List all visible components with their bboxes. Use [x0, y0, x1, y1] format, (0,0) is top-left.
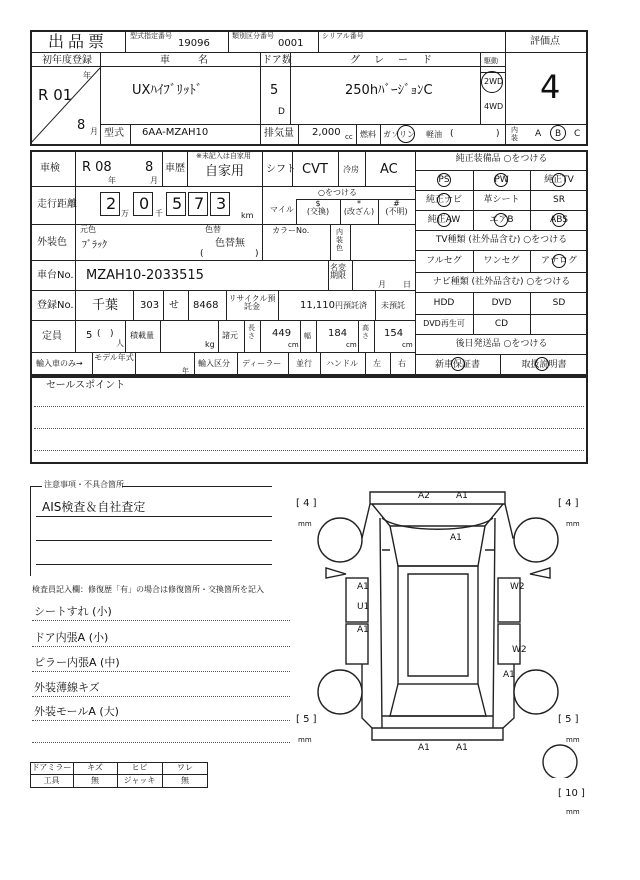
- length-label: 長さ: [248, 324, 255, 340]
- recycle-label: リサイクル預託金: [228, 294, 276, 311]
- recycle-paid[interactable]: 円預託済: [335, 301, 367, 310]
- shift-value: CVT: [302, 162, 328, 177]
- first-reg-month: 8: [77, 118, 86, 133]
- equip-pw-circle: [494, 173, 508, 187]
- year-unit: 年: [83, 71, 91, 80]
- tread-fr-value: 4: [565, 498, 572, 509]
- missing-jack-label: ジャッキ: [123, 776, 156, 785]
- import-label: 輸入車のみ→: [36, 359, 83, 368]
- equip-ps-circle: [437, 173, 451, 187]
- door-type: D: [278, 107, 285, 117]
- dims-label: 諸元: [222, 331, 238, 340]
- navi-hdd[interactable]: HDD: [433, 298, 455, 308]
- type-no-label: 型式指定番号: [130, 32, 172, 40]
- fuel-gasoline[interactable]: ガソリン: [383, 130, 415, 139]
- model-label: 型式: [104, 128, 124, 139]
- load-label: 積載量: [130, 331, 154, 340]
- capacity-unit: 人: [116, 339, 124, 348]
- tread-spare-value: 10: [565, 788, 578, 799]
- equip-sr[interactable]: SR: [553, 195, 565, 205]
- drive-label: 駆動: [484, 57, 498, 65]
- chassis-label: 車台No.: [37, 270, 74, 281]
- mileage-man: 万: [121, 209, 129, 218]
- tread-rr-mm: mm: [566, 736, 580, 744]
- doc-manual[interactable]: 取扱説明書: [521, 360, 567, 370]
- missing-jack-value: 無: [181, 776, 189, 785]
- shift-label: シフト: [266, 164, 296, 175]
- type-no: 19096: [178, 38, 210, 49]
- handle-left[interactable]: 左: [373, 359, 381, 368]
- equip-airbag-circle: [494, 213, 508, 227]
- inspection-month-unit: 月: [150, 176, 158, 185]
- inspector-note-1: シートすれ (小): [34, 605, 112, 618]
- grade-label: [350, 55, 446, 67]
- name-label: [160, 55, 236, 67]
- inspection-value: R 08: [82, 160, 112, 175]
- tread-front-right: [ 4 ]: [558, 498, 579, 509]
- displacement-value: 2,000: [312, 127, 341, 138]
- equip-genuine-navi[interactable]: 純正ナビ: [425, 195, 462, 205]
- equip-pw[interactable]: PW: [494, 175, 509, 185]
- inspector-header: 検査員記入欄：修復歴「有」の場合は修復箇所・交換箇所を記入: [32, 585, 264, 594]
- car-name: UXﾊｲﾌﾞﾘｯﾄﾞ: [132, 83, 203, 98]
- use-label: 車歴: [165, 163, 185, 174]
- navi-sd[interactable]: SD: [552, 298, 566, 308]
- tread-fl-mm: mm: [298, 520, 312, 528]
- fuel-diesel[interactable]: 軽油: [426, 130, 442, 139]
- equip-genuine-aw[interactable]: 純正AW: [427, 215, 461, 225]
- handle-right[interactable]: 右: [398, 359, 406, 368]
- ac-value: AC: [380, 162, 398, 177]
- mark-hood-a1: A1: [450, 533, 462, 543]
- navi-cd[interactable]: CD: [494, 319, 509, 329]
- tread-rr-value: 5: [565, 714, 572, 725]
- fuel-label: 燃料: [360, 130, 376, 139]
- displacement-unit: cc: [345, 133, 353, 141]
- color-change-label: 色替: [205, 225, 221, 234]
- mileage-digit-3: 5: [166, 192, 186, 216]
- mileage-label: 走行距離: [37, 199, 77, 210]
- recycle-unpaid[interactable]: 未預託: [381, 301, 405, 310]
- doors-label: ドア数: [262, 55, 292, 66]
- interior-b-circle: [550, 125, 566, 141]
- equip-airbag[interactable]: エアB: [489, 215, 514, 225]
- tv-type-title: TV種類 (社外品含む) ○をつける: [435, 235, 568, 245]
- length-unit: cm: [288, 341, 299, 349]
- equip-genuine-tv[interactable]: 純正TV: [544, 175, 574, 185]
- import-parallel[interactable]: 並行: [296, 359, 312, 368]
- interior-color-label: 内装色: [336, 228, 343, 252]
- tread-spare-mm: mm: [566, 808, 580, 816]
- length-value: 449: [272, 328, 292, 339]
- mark-rear-bumper-a1-right: A1: [456, 743, 468, 753]
- mark-left-rear-door-a1: A1: [357, 625, 369, 635]
- width-value: 184: [328, 328, 348, 339]
- plate-label: 登録No.: [37, 300, 74, 311]
- class-no-label: 類別区分番号: [232, 32, 274, 40]
- handle-label: ハンドル: [326, 359, 358, 368]
- missing-door-mirror: ドアミラー: [31, 763, 72, 772]
- name-label-text: 車名: [160, 55, 236, 66]
- inspector-note-2: ドア内張A (小): [34, 631, 109, 644]
- mark-left-pillar-u1: U1: [357, 602, 370, 612]
- missing-break: ワレ: [177, 763, 193, 772]
- tread-rear-right: [ 5 ]: [558, 714, 579, 725]
- chassis-value: MZAH10-2033515: [86, 268, 204, 283]
- mileage-sen: 千: [155, 209, 163, 218]
- mark-rear-bumper-a1-left: A1: [418, 743, 430, 753]
- mileage-digit-4: 7: [188, 192, 208, 216]
- capacity-paren: (: [97, 329, 101, 339]
- first-reg-year: R 01: [38, 86, 73, 104]
- drive-2wd[interactable]: 2WD: [484, 77, 504, 86]
- width-unit: cm: [346, 341, 357, 349]
- inspection-year-unit: 年: [108, 176, 116, 185]
- tv-analog-circle: [552, 254, 566, 268]
- mark-front-bumper-a2: A2: [418, 491, 430, 501]
- title-exp-label: 名変期限: [330, 263, 346, 280]
- mark-right-rear-door-w2: W2: [512, 645, 527, 655]
- title-exp-day: 日: [403, 280, 411, 289]
- factory-equip-title: 純正装備品 ○をつける: [455, 154, 548, 164]
- mileage-km: km: [241, 211, 254, 220]
- tread-fl-value: 4: [303, 498, 310, 509]
- mileage-check-note: ○をつける: [318, 188, 357, 197]
- inspector-note-3: ピラー内張A (中): [34, 656, 120, 669]
- model-year-unit: 年: [182, 367, 189, 375]
- interior-a[interactable]: A: [535, 129, 542, 139]
- doc-warranty-circle: [451, 357, 465, 371]
- doc-warranty[interactable]: 新車保証書: [434, 360, 480, 370]
- missing-tools-label: 工具: [43, 776, 60, 785]
- tread-spare: [ 10 ]: [558, 788, 585, 799]
- tread-rl-mm: mm: [298, 736, 312, 744]
- use-value: 自家用: [205, 164, 245, 179]
- doc-manual-circle: [535, 357, 549, 371]
- plate-number: 8468: [193, 300, 219, 311]
- plate-area: 千葉: [92, 298, 119, 313]
- mark-left-front-door-a1: A1: [357, 582, 369, 592]
- displacement-label: 排気量: [264, 128, 294, 139]
- color-label: 外装色: [37, 237, 67, 248]
- serial-label: シリアル番号: [322, 32, 364, 40]
- plate-class: 303: [140, 300, 160, 311]
- orig-color-label: 元色: [80, 225, 96, 234]
- grade-label-text: グレード: [350, 55, 446, 66]
- capacity-value: 5: [86, 330, 93, 341]
- inspector-note-5: 外装モールA (大): [34, 705, 119, 718]
- capacity-paren-close: ): [110, 329, 114, 339]
- color-paren: (: [200, 249, 204, 259]
- equip-ps[interactable]: PS: [438, 175, 450, 185]
- mark-front-bumper-a1: A1: [456, 491, 468, 501]
- width-label: 幅: [304, 332, 311, 340]
- inspector-note-4: 外装薄線キズ: [34, 681, 100, 694]
- date-diagonal: [30, 66, 100, 146]
- tread-rear-left: [ 5 ]: [296, 714, 317, 725]
- navi-type-title: ナビ種類 (社外品含む) ○をつける: [432, 277, 571, 287]
- equip-abs[interactable]: ABS: [550, 215, 568, 225]
- model-value: 6AA-MZAH10: [142, 127, 209, 138]
- mark-right-rear-fender-a1: A1: [503, 670, 515, 680]
- plate-kana: せ: [169, 300, 179, 311]
- interior-b[interactable]: B: [555, 129, 562, 139]
- equip-aw-circle: [437, 213, 451, 227]
- notes-line-1: AIS検査＆自社査定: [42, 500, 146, 514]
- tv-fullseg[interactable]: フルセグ: [426, 256, 462, 266]
- import-type-label: 輸入区分: [198, 359, 230, 368]
- missing-scratch: キズ: [87, 763, 103, 772]
- recycle-amount: 11,110: [300, 300, 335, 311]
- tv-oneseg[interactable]: ワンセグ: [483, 256, 520, 266]
- use-note: ※未記入は自家用: [196, 152, 251, 160]
- doors-value: 5: [270, 83, 279, 98]
- navi-dvd-play[interactable]: DVD再生可: [423, 319, 465, 328]
- mileage-digit-2: 0: [133, 192, 153, 216]
- title-exp-month: 月: [378, 280, 386, 289]
- first-reg-label: 初年度登録: [42, 55, 92, 66]
- height-unit: cm: [402, 341, 413, 349]
- import-dealer[interactable]: ディーラー: [242, 359, 282, 368]
- meter-unknown[interactable]: # (不明): [385, 199, 408, 216]
- mileage-digit-1: 2: [100, 192, 120, 216]
- mile-label: マイル: [270, 205, 294, 214]
- class-no: 0001: [278, 38, 304, 49]
- meter-exchange[interactable]: $ (交換): [306, 199, 330, 216]
- equip-navi-circle: [437, 193, 451, 207]
- missing-tools-value: 無: [91, 776, 99, 785]
- inspection-label: 車検: [40, 163, 60, 174]
- tread-front-left: [ 4 ]: [296, 498, 317, 509]
- fuel-paren-close: ): [496, 129, 500, 139]
- color-no-label: カラーNo.: [272, 226, 310, 235]
- missing-crack: ヒビ: [131, 763, 148, 772]
- color-change-value: 色替無: [215, 238, 245, 249]
- sheet-title: 出品票: [48, 32, 109, 51]
- color-paren-close: ): [255, 249, 259, 259]
- equip-leather[interactable]: 革シート: [483, 195, 520, 205]
- meter-altered[interactable]: * (改ざん): [343, 199, 375, 216]
- fuel-paren-open: (: [450, 129, 454, 139]
- height-label: 高さ: [362, 324, 369, 340]
- tv-analog[interactable]: アナログ: [540, 256, 577, 266]
- notes-header: 注意事項・不具合箇所: [44, 480, 124, 489]
- ac-label: 冷房: [343, 165, 359, 174]
- inspection-month: 8: [145, 160, 154, 175]
- height-value: 154: [384, 328, 404, 339]
- drive-4wd[interactable]: 4WD: [484, 102, 504, 111]
- navi-dvd[interactable]: DVD: [491, 298, 512, 308]
- interior-label: 内装: [511, 126, 518, 142]
- sales-point-label: セールスポイント: [46, 380, 126, 391]
- equip-tv-circle: [552, 173, 566, 187]
- score-value: 4: [540, 68, 561, 106]
- mark-right-front-door-w2: W2: [510, 582, 525, 592]
- model-year-label: モデル年式: [94, 353, 134, 362]
- load-unit: kg: [205, 340, 215, 349]
- car-damage-diagram: [290, 478, 590, 778]
- mileage-digit-5: 3: [210, 192, 230, 216]
- capacity-label: 定員: [42, 331, 62, 342]
- drive-2wd-circle: [481, 71, 503, 93]
- equip-abs-circle: [552, 213, 566, 227]
- tread-rl-value: 5: [303, 714, 310, 725]
- interior-c[interactable]: C: [574, 129, 581, 139]
- month-unit: 月: [90, 127, 98, 136]
- orig-color-value: ﾌﾞﾗｯｸ: [82, 240, 107, 251]
- docs-title: 後日発送品 ○をつける: [455, 339, 548, 349]
- fuel-gasoline-circle: [397, 125, 415, 143]
- tread-fr-mm: mm: [566, 520, 580, 528]
- grade-value: 250hﾊﾞｰｼﾞｮﾝC: [345, 83, 433, 98]
- score-label: 評価点: [530, 36, 560, 47]
